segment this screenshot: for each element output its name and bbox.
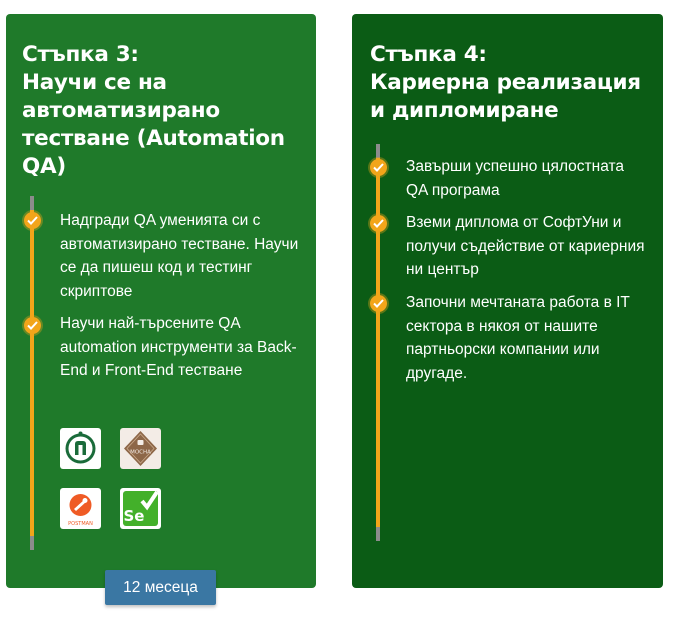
step-4-item-1: Завърши успешно цялостната QA програма bbox=[406, 158, 625, 199]
selenium-logo bbox=[120, 488, 161, 529]
check-circle-icon bbox=[370, 159, 387, 176]
postman-logo bbox=[60, 488, 101, 529]
step-3-timeline bbox=[30, 196, 34, 550]
nightwatch-logo bbox=[60, 428, 101, 469]
step-4-item-3: Започни мечтаната работа в IT сектора в някоя от нашите партньорски компании или другаде. bbox=[406, 294, 630, 382]
check-circle-icon bbox=[370, 295, 387, 312]
check-circle-icon bbox=[370, 215, 387, 232]
step-3-title: Стъпка 3: Научи се на автоматизирано тестване (Automation QA) bbox=[22, 42, 285, 179]
step-4-timeline bbox=[376, 144, 380, 541]
step-3-item-2: Научи най-търсените QA automation инструменти за Back-End и Front-End тестване bbox=[60, 315, 297, 379]
svg-text:Se: Se bbox=[123, 507, 145, 525]
svg-text:MOCHA: MOCHA bbox=[130, 449, 151, 456]
check-circle-icon bbox=[24, 212, 41, 229]
mocha-logo bbox=[120, 428, 161, 469]
step-4-card bbox=[352, 14, 663, 588]
step-3-card bbox=[6, 14, 316, 588]
duration-badge[interactable]: 12 месеца bbox=[105, 570, 216, 605]
step-4-title: Стъпка 4: Кариерна реализация и дипломиране bbox=[370, 42, 641, 123]
svg-text:POSTMAN: POSTMAN bbox=[68, 521, 93, 527]
step-3-item-1: Надгради QA уменията си с автоматизирано тестване. Научи се да пишеш код и тестинг скриптове bbox=[60, 212, 299, 300]
step-4-item-2: Вземи диплома от СофтУни и получи съдействие от кариерния ни център bbox=[406, 214, 645, 278]
check-circle-icon bbox=[24, 317, 41, 334]
